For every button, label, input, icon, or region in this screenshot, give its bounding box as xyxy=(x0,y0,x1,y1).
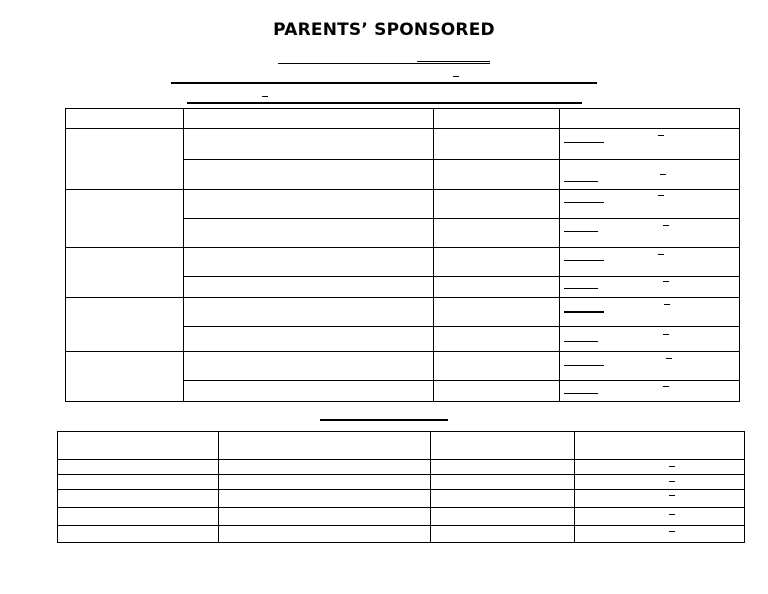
tick-mark xyxy=(663,334,669,335)
header-cell xyxy=(575,432,745,460)
tick-mark xyxy=(669,495,675,496)
table-cell[interactable] xyxy=(431,490,575,508)
table-cell[interactable] xyxy=(219,508,431,526)
table-cell[interactable] xyxy=(184,129,434,160)
table-cell[interactable] xyxy=(184,219,434,248)
blank-line xyxy=(564,202,604,203)
table-cell[interactable] xyxy=(219,526,431,543)
table-cell[interactable] xyxy=(431,508,575,526)
table-cell[interactable] xyxy=(434,381,560,402)
table-cell[interactable] xyxy=(184,160,434,190)
table-cell[interactable] xyxy=(219,475,431,490)
main-table-header-row xyxy=(66,109,740,129)
table-cell[interactable] xyxy=(184,327,434,352)
date-cell[interactable] xyxy=(560,160,740,190)
table-row xyxy=(58,490,745,508)
table-cell[interactable] xyxy=(58,526,219,543)
table-row xyxy=(66,298,740,327)
header-blank-line-3[interactable] xyxy=(187,102,582,104)
table-cell[interactable] xyxy=(434,277,560,298)
date-cell[interactable] xyxy=(560,190,740,219)
blank-line xyxy=(564,341,598,342)
tick-mark xyxy=(658,195,664,196)
blank-line xyxy=(564,231,598,232)
tick-mark xyxy=(666,358,672,359)
header-cell xyxy=(66,109,184,129)
table-cell[interactable] xyxy=(184,298,434,327)
table-row xyxy=(58,475,745,490)
table-cell[interactable] xyxy=(434,352,560,381)
tick-mark xyxy=(669,481,675,482)
table-cell[interactable] xyxy=(219,460,431,475)
main-table xyxy=(65,108,740,402)
table-cell[interactable] xyxy=(58,475,219,490)
date-cell[interactable] xyxy=(575,475,745,490)
table-cell[interactable] xyxy=(58,490,219,508)
date-cell[interactable] xyxy=(560,381,740,402)
table-row xyxy=(58,460,745,475)
header-blank-line-1[interactable] xyxy=(278,63,490,64)
header-tick-2 xyxy=(262,96,268,97)
blank-line xyxy=(564,260,604,261)
header-cell xyxy=(184,109,434,129)
blank-line xyxy=(564,142,604,143)
table-cell[interactable] xyxy=(434,160,560,190)
second-table xyxy=(57,431,745,543)
table-row xyxy=(66,129,740,160)
date-cell[interactable] xyxy=(560,277,740,298)
header-blank-line-1-double xyxy=(417,61,490,62)
table-row xyxy=(58,526,745,543)
table-row xyxy=(66,248,740,277)
tick-mark xyxy=(669,531,675,532)
tick-mark xyxy=(658,254,664,255)
table-cell[interactable] xyxy=(431,460,575,475)
table-cell[interactable] xyxy=(434,327,560,352)
tick-mark xyxy=(663,225,669,226)
date-cell[interactable] xyxy=(575,526,745,543)
table-cell[interactable] xyxy=(184,352,434,381)
tick-mark xyxy=(669,514,675,515)
blank-line xyxy=(564,311,604,313)
tick-mark xyxy=(660,174,666,175)
table-cell[interactable] xyxy=(431,475,575,490)
date-cell[interactable] xyxy=(575,490,745,508)
tick-mark xyxy=(658,135,664,136)
date-cell[interactable] xyxy=(560,129,740,160)
header-tick-1 xyxy=(453,76,459,77)
header-blank-line-2[interactable] xyxy=(171,82,597,84)
table-row xyxy=(58,508,745,526)
table-cell[interactable] xyxy=(434,190,560,219)
tick-mark xyxy=(663,281,669,282)
date-cell[interactable] xyxy=(560,248,740,277)
group-label-cell[interactable] xyxy=(66,190,184,248)
table-cell[interactable] xyxy=(431,526,575,543)
tick-mark xyxy=(663,386,669,387)
date-cell[interactable] xyxy=(560,298,740,327)
table-cell[interactable] xyxy=(434,129,560,160)
table-row xyxy=(66,352,740,381)
date-cell[interactable] xyxy=(560,327,740,352)
group-label-cell[interactable] xyxy=(66,298,184,352)
table-cell[interactable] xyxy=(58,508,219,526)
table-cell[interactable] xyxy=(184,277,434,298)
tick-mark xyxy=(669,466,675,467)
header-cell xyxy=(431,432,575,460)
header-cell xyxy=(58,432,219,460)
blank-line xyxy=(564,393,598,394)
tick-mark xyxy=(664,304,670,305)
table-cell[interactable] xyxy=(184,190,434,219)
header-cell xyxy=(219,432,431,460)
section-heading-line[interactable] xyxy=(320,419,448,421)
table-cell[interactable] xyxy=(219,490,431,508)
second-table-header-row xyxy=(58,432,745,460)
page-title: PARENTS’ SPONSORED xyxy=(273,20,495,40)
group-label-cell[interactable] xyxy=(66,248,184,298)
blank-line xyxy=(564,181,598,182)
group-label-cell[interactable] xyxy=(66,129,184,190)
blank-line xyxy=(564,365,604,366)
table-cell[interactable] xyxy=(58,460,219,475)
header-cell xyxy=(434,109,560,129)
table-cell[interactable] xyxy=(434,248,560,277)
table-row xyxy=(66,190,740,219)
group-label-cell[interactable] xyxy=(66,352,184,402)
table-cell[interactable] xyxy=(434,298,560,327)
table-cell[interactable] xyxy=(434,219,560,248)
header-cell xyxy=(560,109,740,129)
date-cell[interactable] xyxy=(560,219,740,248)
table-cell[interactable] xyxy=(184,381,434,402)
table-cell[interactable] xyxy=(184,248,434,277)
date-cell[interactable] xyxy=(560,352,740,381)
blank-line xyxy=(564,288,598,289)
date-cell[interactable] xyxy=(575,460,745,475)
date-cell[interactable] xyxy=(575,508,745,526)
